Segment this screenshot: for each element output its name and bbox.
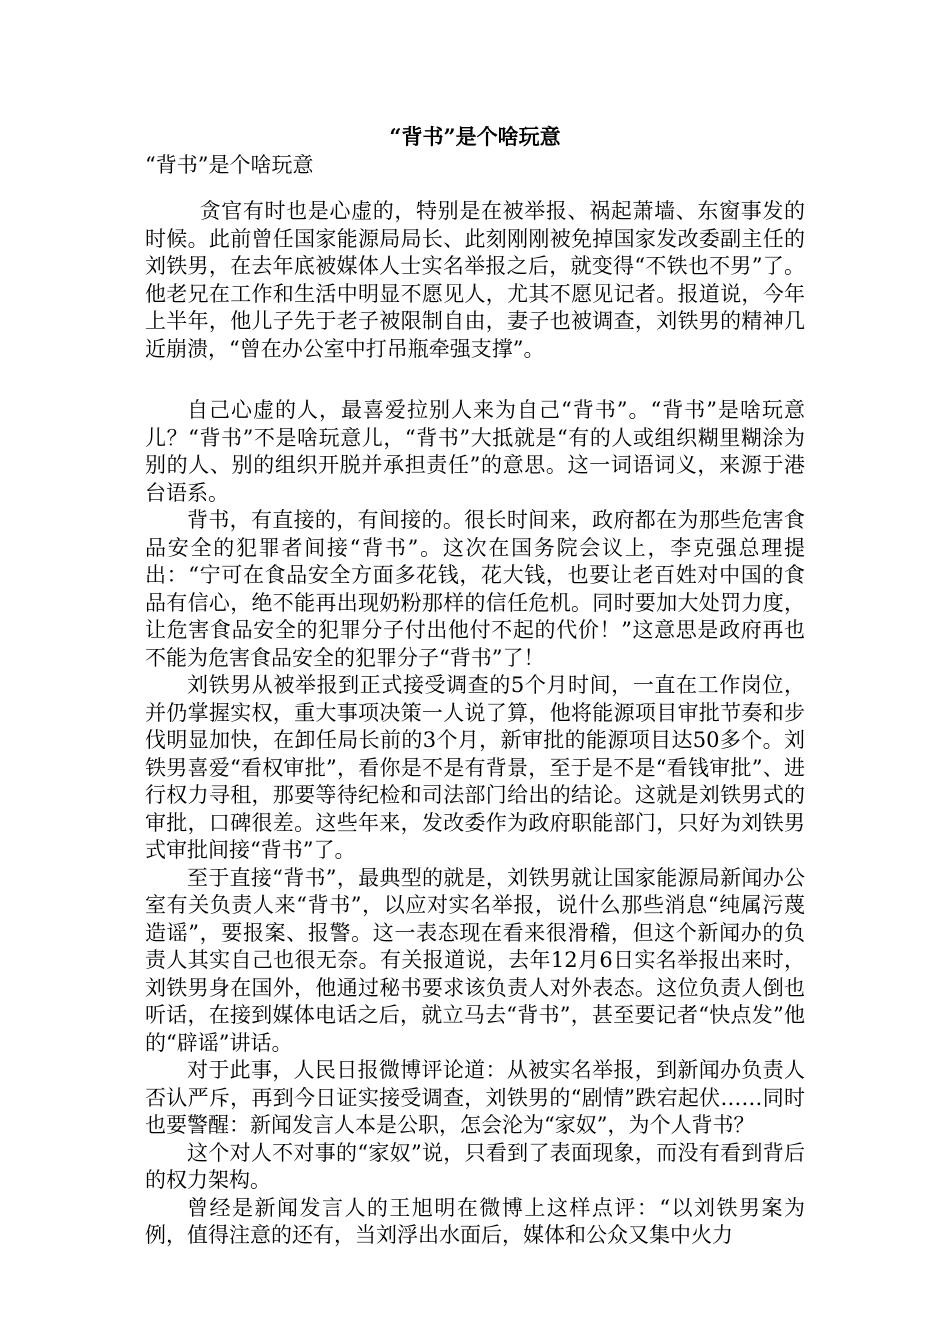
intro-paragraph: 贪官有时也是心虚的，特别是在被举报、祸起萧墙、东窗事发的时候。此前曾任国家能源局局长、此刻刚刚被免掉国家发改委副主任的刘铁男，在去年底被媒体人士实名举报之后，就变得“不铁也不男”了。他老兄在工作和生活中明显不愿见人，尤其不愿见记者。报道说，今年上半年，他儿子先于老子被限制自由，妻子也被调查，刘铁男的精神几近崩溃，“曾在办公室中打吊瓶牵强支撑”。 (145, 199, 805, 361)
body-paragraph: 这个对人不对事的“家奴”说，只看到了表面现象，而没有看到背后的权力架构。 (145, 1140, 805, 1192)
document-subtitle: “背书”是个啥玩意 (145, 153, 314, 177)
body-paragraph: 对于此事，人民日报微博评论道：从被实名举报，到新闻办负责人否认严斥，再到今日证实接受调查，刘铁男的“剧情”跌宕起伏……同时也要警醒：新闻发言人本是公职，怎会沦为“家奴”，为个人背书？ (145, 1058, 805, 1137)
body-paragraph: 曾经是新闻发言人的王旭明在微博上这样点评：“以刘铁男案为例，值得注意的还有，当刘浮出水面后，媒体和公众又集中火力 (145, 1195, 805, 1247)
intro-section (145, 198, 805, 363)
body-paragraph: 至于直接“背书”，最典型的就是，刘铁男就让国家能源局新闻办公室有关负责人来“背书”，以应对实名举报，说什么那些消息“纯属污蔑造谣”，要报案、报警。这一表态现在看来很滑稽，但这个新闻办的负责人其实自己也很无奈。有关报道说，去年12月6日实名举报出来时，刘铁男身在国外，他通过秘书要求该负责人对外表态。这位负责人倒也听话，在接到媒体电话之后，就立马去“背书”，甚至要记者“快点发”他的“辟谣”讲话。 (145, 865, 805, 1055)
body-paragraph: 自己心虚的人，最喜爱拉别人来为自己“背书”。“背书”是啥玩意儿？“背书”不是啥玩意儿，“背书”大抵就是“有的人或组织糊里糊涂为别的人、别的组织开脱并承担责任”的意思。这一词语词义，来源于港台语系。 (145, 398, 805, 505)
document-title: “背书”是个啥玩意 (389, 124, 561, 149)
article-body (145, 397, 805, 1250)
body-paragraph: 背书，有直接的，有间接的。很长时间来，政府都在为那些危害食品安全的犯罪者间接“背书”。这次在国务院会议上，李克强总理提出：“宁可在食品安全方面多花钱，花大钱，也要让老百姓对中国的食品有信心，绝不能再出现奶粉那样的信任危机。同时要加大处罚力度，让危害食品安全的犯罪分子付出他付不起的代价！”这意思是政府再也不能为危害食品安全的犯罪分子“背书”了！ (145, 508, 805, 670)
body-paragraph: 刘铁男从被举报到正式接受调查的5个月时间，一直在工作岗位，并仍掌握实权，重大事项决策一人说了算，他将能源项目审批节奏和步伐明显加快，在卸任局长前的3个月，新审批的能源项目达50多个。刘铁男喜爱“看权审批”，看你是不是有背景，至于是不是“看钱审批”、进行权力寻租，那要等待纪检和司法部门给出的结论。这就是刘铁男式的审批，口碑很差。这些年来，发改委作为政府职能部门，只好为刘铁男式审批间接“背书”了。 (145, 673, 805, 862)
